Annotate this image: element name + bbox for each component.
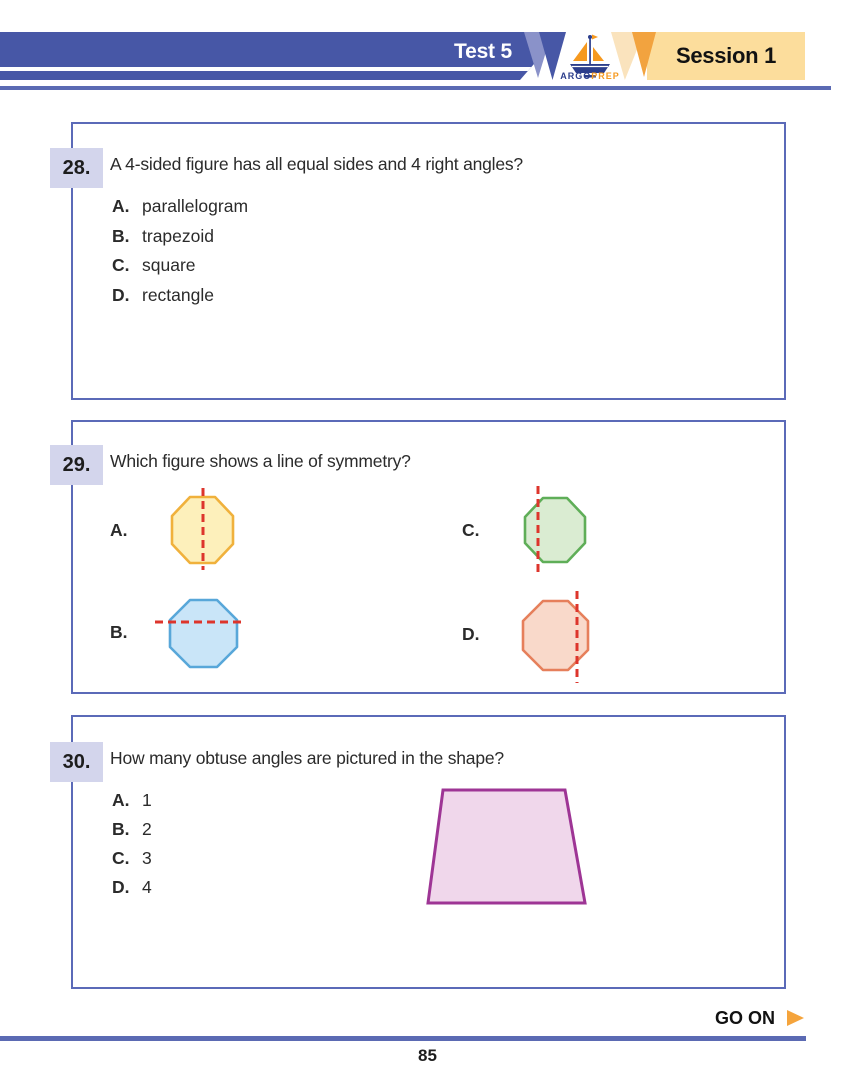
session-banner	[647, 32, 805, 80]
test-label: Test 5	[454, 40, 512, 63]
option-letter-29d: D.	[462, 624, 480, 644]
option-row-28c	[112, 255, 196, 276]
brand-prep: PREP	[591, 71, 620, 81]
question-number-badge-29: 29.	[50, 445, 103, 485]
option-text: square	[142, 255, 196, 275]
option-row-28a	[112, 196, 248, 217]
option-letter: A.	[112, 196, 130, 216]
option-row-30b	[112, 819, 152, 840]
option-letter: D.	[112, 877, 130, 897]
option-letter: C.	[112, 848, 130, 868]
option-text: 2	[142, 819, 152, 839]
figure-octagon-c	[520, 484, 590, 576]
page-number: 85	[418, 1046, 437, 1065]
option-letter-29a: A.	[110, 520, 128, 540]
figure-octagon-a	[168, 486, 238, 572]
question-text-29: Which figure shows a line of symmetry?	[110, 451, 411, 471]
option-letter: B.	[112, 819, 130, 839]
trapezoid-shape	[428, 790, 585, 903]
option-text: rectangle	[142, 285, 214, 305]
question-text-28: A 4-sided figure has all equal sides and 4 right angles?	[110, 154, 523, 174]
question-number-badge-30: 30.	[50, 742, 103, 782]
option-row-28d	[112, 285, 214, 306]
option-row-28b	[112, 226, 214, 247]
octagon-shape	[525, 498, 585, 562]
option-letter: D.	[112, 285, 130, 305]
option-letter: A.	[112, 790, 130, 810]
figure-trapezoid	[420, 785, 595, 910]
option-letter: B.	[112, 226, 130, 246]
option-row-30c	[112, 848, 152, 869]
brand-argo: ARGO	[560, 71, 592, 81]
option-text: 4	[142, 877, 152, 897]
option-letter-29b: B.	[110, 622, 128, 642]
question-text-30: How many obtuse angles are pictured in the shape?	[110, 748, 504, 768]
option-row-30a	[112, 790, 152, 811]
option-text: parallelogram	[142, 196, 249, 216]
brand-text	[554, 71, 626, 81]
option-text: 3	[142, 848, 152, 868]
go-on-arrow-icon	[787, 1010, 804, 1026]
option-row-30d	[112, 877, 152, 898]
question-number-badge-28: 28.	[50, 148, 103, 188]
footer-rule	[0, 1036, 806, 1041]
figure-octagon-b	[153, 596, 247, 671]
option-text: 1	[142, 790, 152, 810]
option-letter-29c: C.	[462, 520, 480, 540]
option-letter: C.	[112, 255, 130, 275]
figure-octagon-d	[518, 589, 593, 685]
octagon-shape	[170, 600, 237, 667]
option-text: trapezoid	[142, 226, 214, 246]
session-label: Session 1	[675, 43, 777, 68]
go-on-label: GO ON	[714, 1008, 775, 1028]
header-bar-underline	[0, 67, 562, 71]
header-rule	[0, 86, 831, 90]
